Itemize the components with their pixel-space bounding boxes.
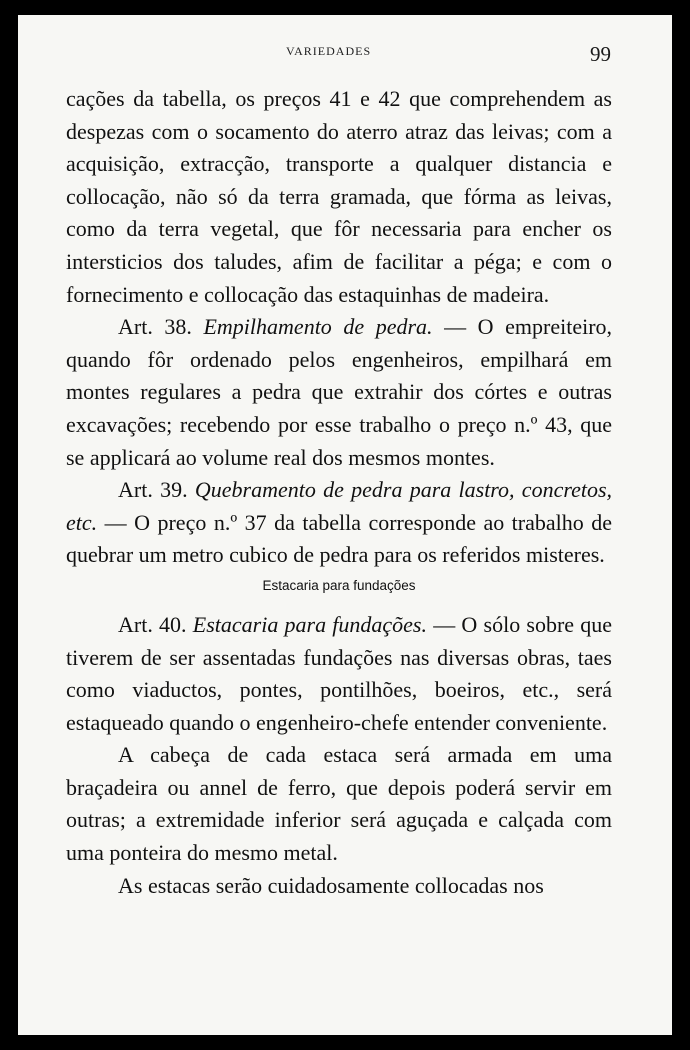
- article-number: Art. 40.: [118, 611, 187, 637]
- page-number: 99: [590, 42, 611, 66]
- paragraph-art-38: [66, 311, 612, 474]
- paragraph-text: A cabeça de cada estaca será armada em uma braçadeira ou annel de ferro, que depois poderá servir em outras; a extremidade inferior será aguçada e calçada com uma ponteira do mesmo metal.: [66, 742, 612, 866]
- book-page: [18, 15, 672, 1035]
- paragraph-text: cações da tabella, os preços 41 e 42 que comprehendem as despezas com o socamento do aterro atraz das leivas; com a acquisição, extracção, transporte a qualquer distancia e collocação, não só da terra gramada, que fórma as leivas, como da terra vegetal, que fôr necessaria para encher os intersticios dos taludes, afim de facilitar a péga; e com o fornecimento e collocação das estaquinhas de madeira.: [66, 86, 612, 307]
- article-number: Art. 39.: [118, 477, 188, 503]
- paragraph-estaca-head: [66, 739, 612, 869]
- running-header: [18, 42, 672, 66]
- body-text: [66, 83, 612, 902]
- article-title: Empilhamento de pedra.: [203, 314, 433, 340]
- article-title: Quebramento de pedra para lastro, concretos, etc.: [66, 477, 613, 535]
- article-text: — O empreiteiro, quando fôr ordenado pelos engenheiros, empilhará em montes regulares a pedra que extrahir dos córtes e outras excavações; recebendo por esse trabalho o preço n.º 43, que se applicará ao volume real dos mesmos montes.: [66, 314, 613, 470]
- article-text: — O preço n.º 37 da tabella corresponde ao trabalho de quebrar um metro cubico de pedra para os referidos misteres.: [66, 509, 613, 568]
- section-heading: Estacaria para fundações: [262, 577, 416, 593]
- paragraph-text: As estacas serão cuidadosamente collocadas nos: [118, 872, 544, 898]
- article-title: Estacaria para fundações.: [192, 611, 427, 637]
- paragraph-continuation: [66, 83, 612, 311]
- paragraph-art-40: [66, 609, 612, 739]
- running-title: VARIEDADES: [286, 44, 372, 58]
- paragraph-art-39: [66, 474, 612, 572]
- article-number: Art. 38.: [118, 314, 192, 340]
- article-text: — O sólo sobre que tiverem de ser assentadas fundações nas diversas obras, taes como viaductos, pontes, pontilhões, boeiros, etc., será estaqueado quando o engenheiro-chefe entender conveniente.: [66, 611, 613, 735]
- paragraph-estaca-placement: [66, 870, 612, 903]
